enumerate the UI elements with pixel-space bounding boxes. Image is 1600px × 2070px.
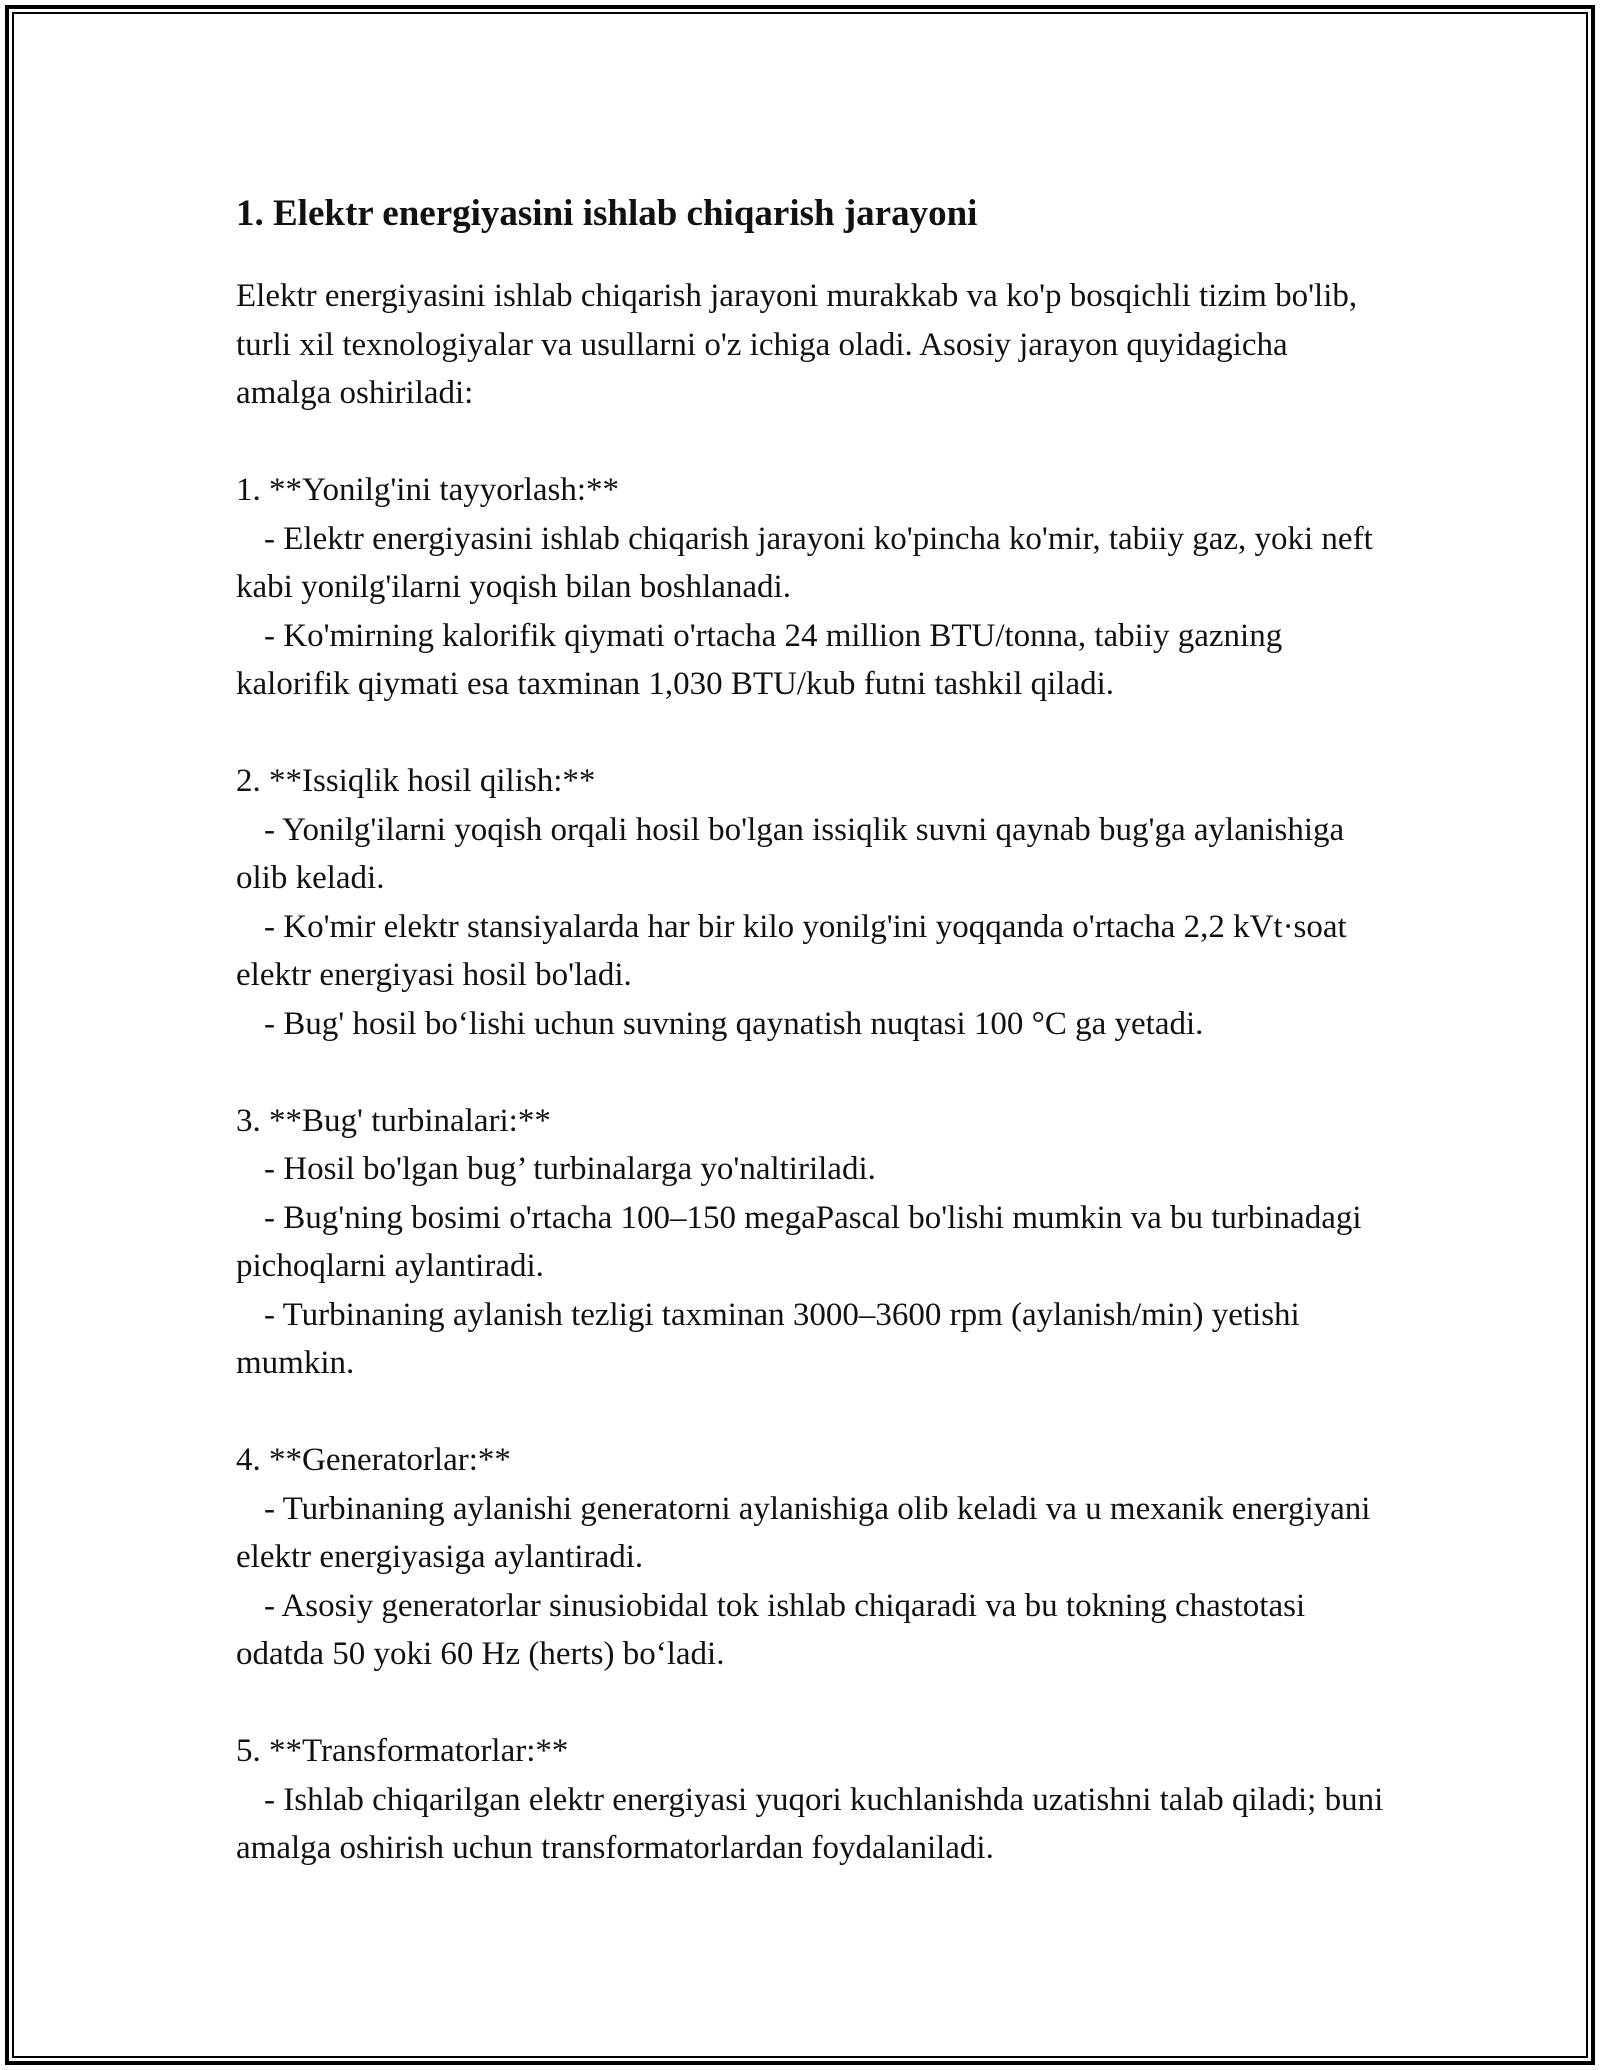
document-title: 1. Elektr energiyasini ishlab chiqarish jarayoni bbox=[236, 193, 978, 234]
bullet-item: - Turbinaning aylanishi generatorni aylanishiga olib keladi va u mexanik energiyani elektr energiyasiga aylantiradi. bbox=[236, 1490, 1371, 1575]
section-heading: 1. **Yonilg'ini tayyorlash:** bbox=[236, 472, 620, 508]
bullet-item: - Ko'mirning kalorifik qiymati o'rtacha 24 million BTU/tonna, tabiiy gazning kalorifik qiymati esa taxminan 1,030 BTU/kub futni tashkil qiladi. bbox=[236, 617, 1283, 702]
section-heat-generation bbox=[236, 757, 1386, 1048]
bullet-item: - Yonilg'ilarni yoqish orqali hosil bo'lgan issiqlik suvni qaynab bug'ga aylanishiga olib keladi. bbox=[236, 811, 1345, 896]
section-generators bbox=[236, 1436, 1386, 1679]
bullet-item: - Ko'mir elektr stansiyalarda har bir kilo yonilg'ini yoqqanda o'rtacha 2,2 kVt·soat elektr energiyasi hosil bo'ladi. bbox=[236, 908, 1347, 993]
bullet-item: - Hosil bo'lgan bug’ turbinalarga yo'naltiriladi. bbox=[264, 1151, 876, 1187]
bullet-item: - Asosiy generatorlar sinusiobidal tok ishlab chiqaradi va bu tokning chastotasi odatda 50 yoki 60 Hz (herts) bo‘ladi. bbox=[236, 1587, 1306, 1672]
document-body bbox=[236, 186, 1386, 1873]
section-steam-turbines bbox=[236, 1097, 1386, 1388]
bullet-item: - Bug' hosil bo‘lishi uchun suvning qaynatish nuqtasi 100 °C ga yetadi. bbox=[264, 1005, 1204, 1042]
section-heading: 2. **Issiqlik hosil qilish:** bbox=[236, 763, 596, 799]
bullet-item: - Ishlab chiqarilgan elektr energiyasi yuqori kuchlanishda uzatishni talab qiladi; buni amalga oshirish uchun transformatorlardan foydalaniladi. bbox=[236, 1781, 1384, 1866]
section-fuel-preparation bbox=[236, 466, 1386, 709]
section-heading: 3. **Bug' turbinalari:** bbox=[236, 1102, 551, 1139]
intro-paragraph: Elektr energiyasini ishlab chiqarish jarayoni murakkab va ko'p bosqichli tizim bo'lib, turli xil texnologiyalar va usullarni o'z ichiga oladi. Asosiy jarayon quyidagicha amalga oshiriladi: bbox=[236, 278, 1366, 411]
bullet-item: - Elektr energiyasini ishlab chiqarish jarayoni ko'pincha ko'mir, tabiiy gaz, yoki neft kabi yonilg'ilarni yoqish bilan boshlanadi. bbox=[236, 520, 1373, 605]
bullet-item: - Turbinaning aylanish tezligi taxminan 3000–3600 rpm (aylanish/min) yetishi mumkin. bbox=[236, 1296, 1300, 1381]
section-heading: 4. **Generatorlar:** bbox=[236, 1442, 511, 1478]
bullet-item: - Bug'ning bosimi o'rtacha 100–150 megaPascal bo'lishi mumkin va bu turbinadagi pichoqlarni aylantiradi. bbox=[236, 1199, 1362, 1284]
section-transformers bbox=[236, 1727, 1386, 1873]
section-heading: 5. **Transformatorlar:** bbox=[236, 1733, 569, 1769]
